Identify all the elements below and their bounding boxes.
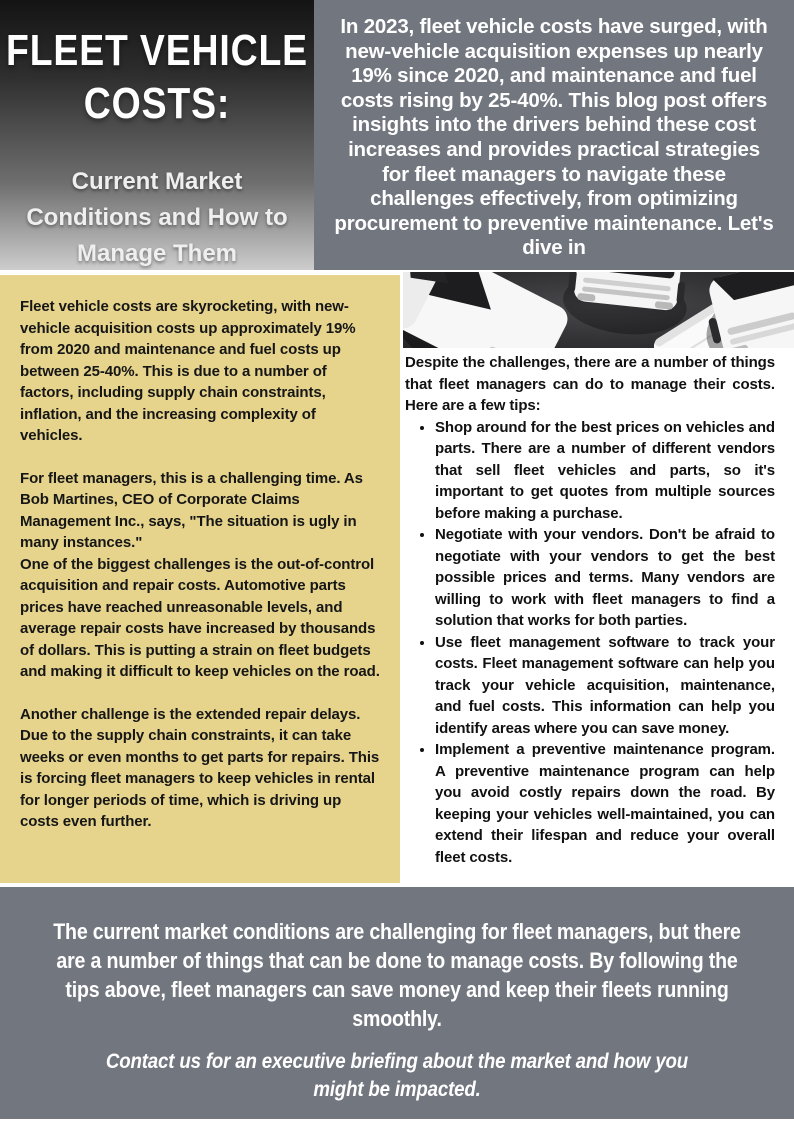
right-article-panel — [400, 270, 794, 868]
article-paragraph: Another challenge is the extended repair delays. Due to the supply chain constraints, it can take weeks or even months to get parts for repairs. This is forcing fleet managers to keep vehicles in rental for longer periods of time, which is driving up costs even further. — [20, 705, 380, 830]
tips-list — [405, 417, 775, 869]
tips-section — [403, 352, 794, 868]
tip-item: • Use fleet management software to track your costs. Fleet management software can help you track your vehicle acquisition, maintenance, and fuel costs. This information can help you identify areas where you can save money. — [435, 632, 775, 740]
tip-item: • Shop around for the best prices on vehicles and parts. There are a number of different vendors that sell fleet vehicles and parts, so it's important to get quotes from multiple sources before making a purchase. — [435, 417, 775, 525]
page-subtitle: Current Market Conditions and How to Manage Them — [26, 168, 288, 267]
page-title — [0, 24, 314, 130]
page-title-line1: FLEET VEHICLE — [6, 26, 308, 75]
page-title-line2: COSTS: — [83, 79, 231, 128]
intro-text: In 2023, fleet vehicle costs have surged, with new-vehicle acquisition expenses up nearly 19% since 2020, and maintenance and fuel costs rising by 25-40%. This blog post offers insights into the drivers behind these cost increases and provides practical strategies for fleet managers to navigate these challenges effectively, from optimizing procurement to preventive maintenance. Let's dive in — [334, 15, 774, 260]
tip-item: • Implement a preventive maintenance program. A preventive maintenance program can help you avoid costly repairs down the road. By keeping your vehicles well-maintained, you can extend their lifespan and reduce your overall fleet costs. — [435, 739, 775, 868]
left-article-panel — [0, 275, 400, 883]
footer-summary: The current market conditions are challenging for fleet managers, but there are a number of things that can be done to manage costs. By following the tips above, fleet managers can save money and keep their fleets running smoothly. — [53, 919, 741, 1031]
title-panel — [0, 0, 314, 270]
main-content — [0, 270, 794, 883]
footer-cta: Contact us for an executive briefing about the market and how you might be impacted. — [105, 1049, 689, 1101]
article-paragraph: One of the biggest challenges is the out-of-control acquisition and repair costs. Automotive parts prices have reached unreasonable levels, and average repair costs have increased by thousands of dollars. This is putting a strain on fleet budgets and making it difficult to keep vehicles on the road. — [20, 555, 380, 680]
header — [0, 0, 794, 270]
tip-item: • Negotiate with your vendors. Don't be afraid to negotiate with your vendors to get the best possible prices and terms. Many vendors are willing to work with fleet managers to find a solution that works for both parties. — [435, 524, 775, 632]
tips-intro: Despite the challenges, there are a number of things that fleet managers can do to manage their costs. Here are a few tips: — [405, 354, 775, 414]
intro-panel — [314, 0, 794, 270]
article-paragraph: Fleet vehicle costs are skyrocketing, with new-vehicle acquisition costs up approximately 19% from 2020 and maintenance and fuel costs up between 25-40%. This is due to a number of factors, including supply chain constraints, inflation, and the increasing complexity of vehicles. — [20, 298, 356, 444]
article-paragraph: For fleet managers, this is a challenging time. As Bob Martines, CEO of Corporate Claims Management Inc., says, "The situation is ugly in many instances." — [20, 469, 363, 551]
footer-panel — [0, 887, 794, 1119]
fleet-vehicles-photo — [403, 272, 794, 348]
